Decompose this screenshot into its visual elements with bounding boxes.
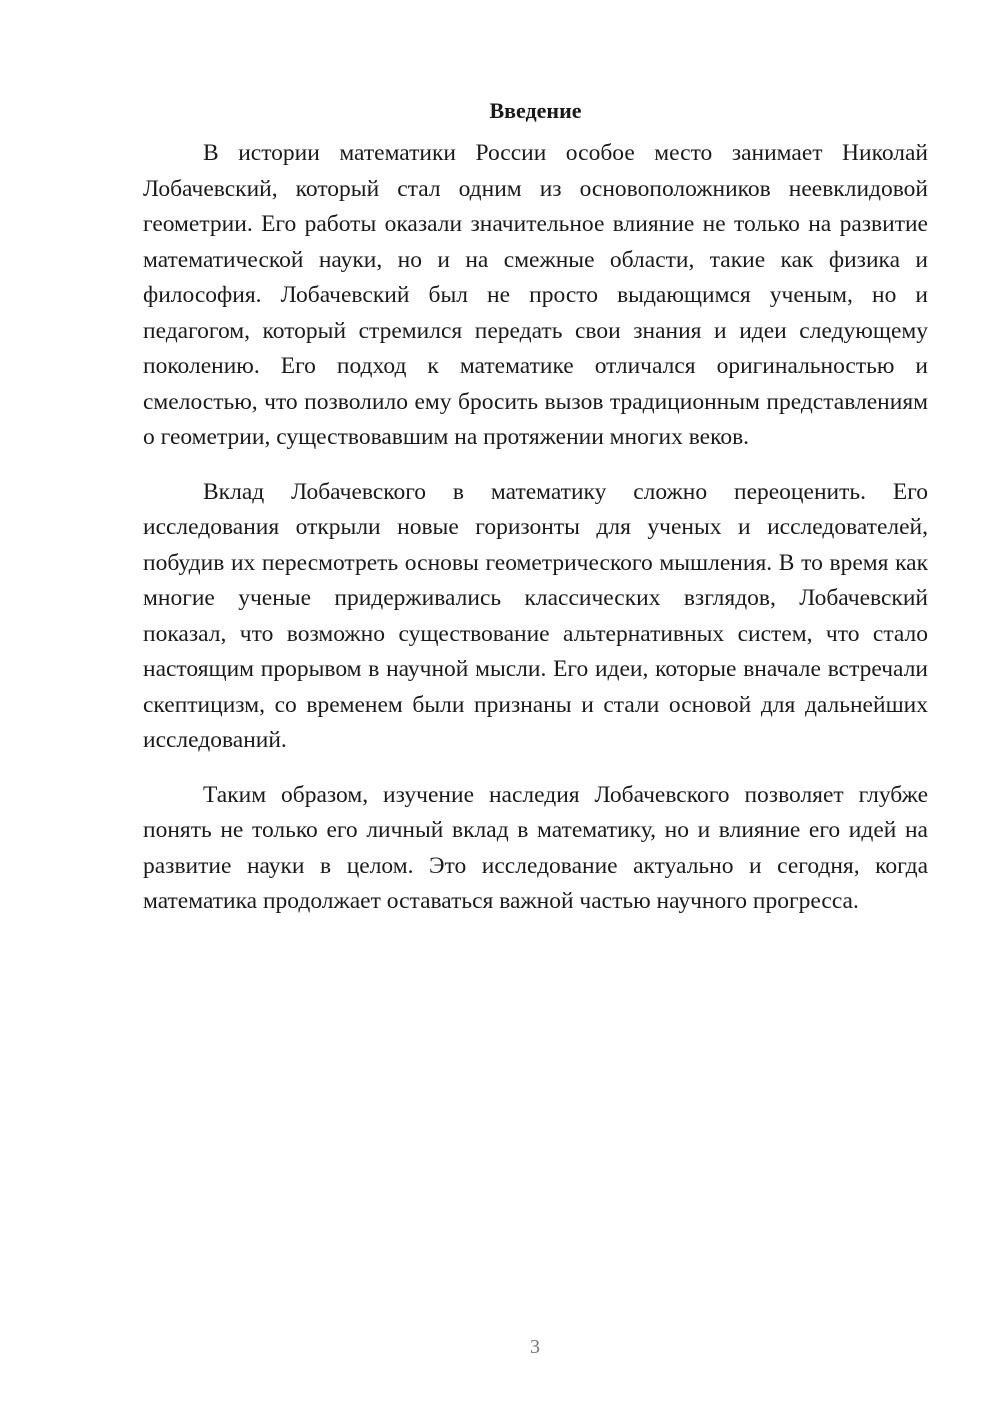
page-number: 3 bbox=[530, 1336, 540, 1358]
paragraph-3: Таким образом, изучение наследия Лобачевского позволяет глубже понять не только его личный вклад в математику, но и влияние его идей на развитие науки в целом. Это исследование актуально и сегодня, когда математика продолжает оставаться важной частью научного прогресса. bbox=[143, 781, 928, 914]
paragraph-1: В истории математики России особое место занимает Николай Лобачевский, который стал одним из основоположников неевклидовой геометрии. Его работы оказали значительное влияние не только на развитие математической науки, но и на смежные области, такие как физика и философия. Лобачевский был не просто выдающимся ученым, но и педагогом, который стремился передать свои знания и идеи следующему поколению. Его подход к математике отличался оригинальностью и смелостью, что позволило ему бросить вызов традиционным представлениям о геометрии, существовавшим на протяжении многих веков. bbox=[143, 140, 928, 450]
page-body bbox=[143, 96, 928, 939]
paragraph-2: Вклад Лобачевского в математику сложно переоценить. Его исследования открыли новые горизонты для ученых и исследователей, побудив их пересмотреть основы геометрического мышления. В то время как многие ученые придерживались классических взглядов, Лобачевский показал, что возможно существование альтернативных систем, что стало настоящим прорывом в научной мысли. Его идеи, которые вначале встречали скептицизм, со временем были признаны и стали основой для дальнейших исследований. bbox=[143, 478, 928, 753]
section-heading: Введение bbox=[489, 98, 582, 123]
